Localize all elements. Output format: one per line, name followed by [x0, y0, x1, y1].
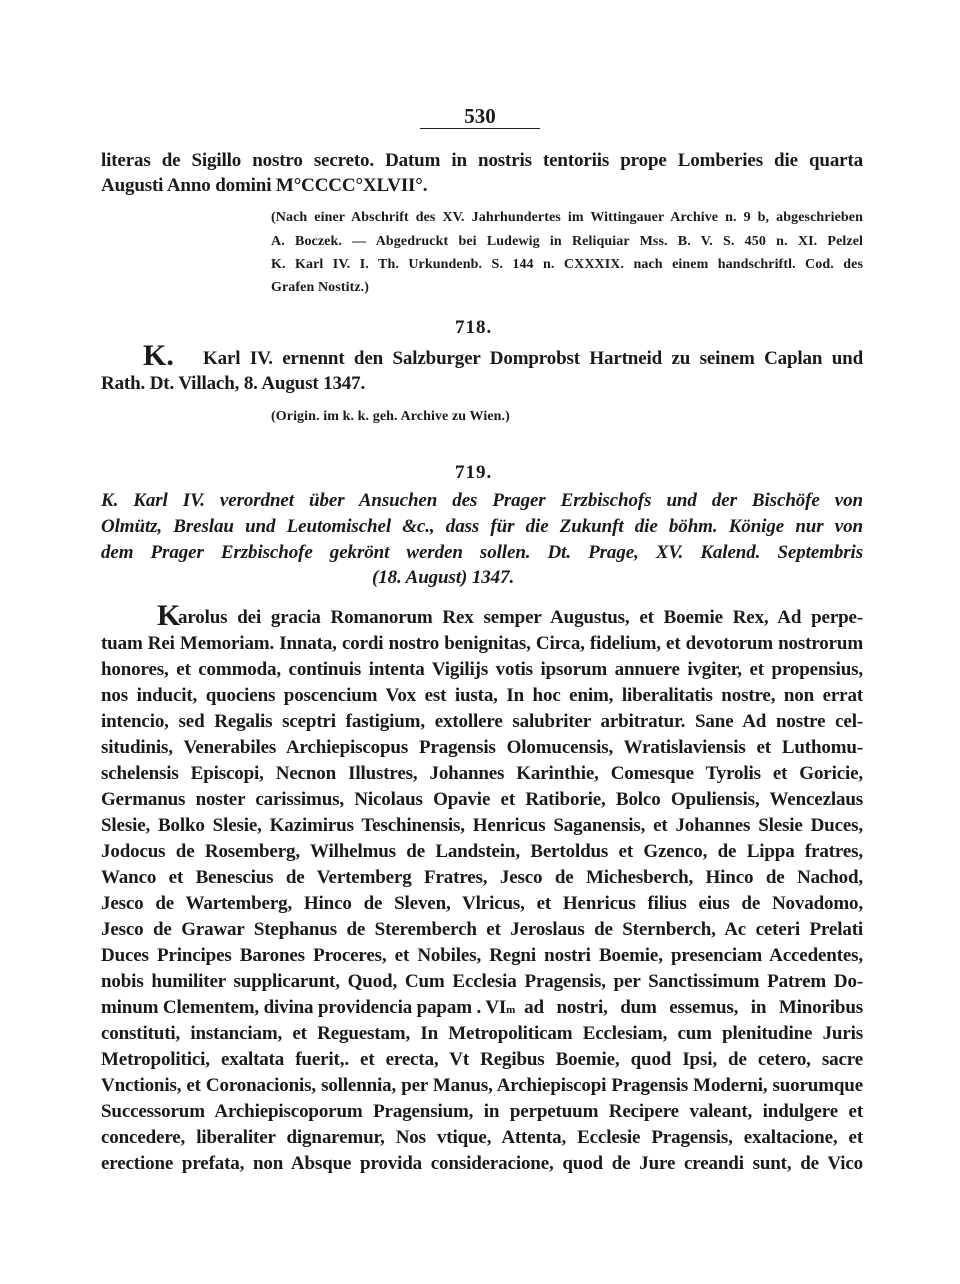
charter-line: Slesie, Bolko Slesie, Kazimirus Teschinensis, Henricus Saganensis, et Johannes Slesie Duces,	[101, 815, 863, 836]
charter-line: Metropolitici, exaltata fuerit,. et erecta, Vt Regibus Boemie, quod Ipsi, de cetero, sacre	[101, 1049, 863, 1070]
regest-initial: K.	[143, 339, 174, 372]
charter-line: arolus dei gracia Romanorum Rex semper Augustus, et Boemie Rex, Ad perpe-	[178, 607, 863, 628]
charter-line-part: ad nostri, dum essemus, in Minoribus	[524, 997, 863, 1018]
regest-line: K. Karl IV. verordnet über Ansuchen des Prager Erzbischofs und der Bischöfe von	[101, 490, 863, 511]
charter-line: tuam Rei Memoriam. Innata, cordi nostro benignitas, Circa, fidelium, et devotorum nostrorum	[101, 633, 863, 654]
charter-line: honores, et commoda, continuis intenta Vigilijs votis ipsorum annuere ivgiter, et propensius,	[101, 659, 863, 680]
regest-line: Rath. Dt. Villach, 8. August 1347.	[101, 373, 366, 394]
charter-line: Duces Principes Barones Proceres, et Nobiles, Regni nostri Boemie, presenciam Accedentes,	[101, 945, 863, 966]
charter-line: Jodocus de Rosemberg, Wilhelmus de Landstein, Bertoldus et Gzenco, de Lippa fratres,	[101, 841, 863, 862]
charter-line: Vnctionis, et Coronacionis, sollennia, per Manus, Archiepiscopi Pragensis Moderni, suorumque	[101, 1075, 863, 1096]
source-note-line: A. Boczek. — Abgedruckt bei Ludewig in Reliquiar Mss. B. V. S. 450 n. XI. Pelzel	[271, 234, 863, 249]
regest-line: dem Prager Erzbischofe gekrönt werden sollen. Dt. Prage, XV. Kalend. Septembris	[101, 542, 863, 563]
charter-line: Jesco de Grawar Stephanus de Steremberch et Jeroslaus de Sternberch, Ac ceteri Prelati	[101, 919, 863, 940]
charter-line: situdinis, Venerabiles Archiepiscopus Pragensis Olomucensis, Wratislaviensis et Luthomu-	[101, 737, 863, 758]
document-number: 719.	[455, 462, 493, 483]
drop-initial: K	[157, 599, 181, 632]
superscript: m	[506, 1004, 516, 1016]
regest-line: Karl IV. ernennt den Salzburger Domprobst Hartneid zu seinem Caplan und	[203, 348, 863, 369]
charter-line: Successorum Archiepiscoporum Pragensium, in perpetuum Recipere valeant, indulgere et	[101, 1101, 863, 1122]
charter-line: Jesco de Wartemberg, Hinco de Sleven, Vlricus, et Henricus filius eius de Novadomo,	[101, 893, 863, 914]
text-line: literas de Sigillo nostro secreto. Datum in nostris tentoriis prope Lomberies die quarta	[101, 150, 863, 171]
source-note-line: Grafen Nostitz.)	[271, 280, 370, 295]
text-line: Augusti Anno domini M°CCCC°XLVII°.	[101, 175, 428, 196]
source-note-line: (Nach einer Abschrift des XV. Jahrhundertes im Wittingauer Archive n. 9 b, abgeschrieben	[271, 210, 863, 225]
charter-line	[101, 997, 863, 1019]
charter-line: constituti, instanciam, et Reguestam, In Metropoliticam Ecclesiam, cum plenitudine Juris	[101, 1023, 863, 1044]
source-note-line: (Origin. im k. k. geh. Archive zu Wien.)	[271, 409, 510, 424]
charter-line: Germanus noster carissimus, Nicolaus Opavie et Ratiborie, Bolco Opuliensis, Wencezlaus	[101, 789, 863, 810]
document-number: 718.	[455, 317, 493, 338]
charter-line: intencio, sed Regalis sceptri fastigium, extollere salubriter arbitratur. Sane Ad nostre cel-	[101, 711, 863, 732]
page-number-rule	[420, 128, 540, 129]
regest-line: Olmütz, Breslau und Leutomischel &c., dass für die Zukunft die böhm. Könige nur von	[101, 516, 863, 537]
charter-line: nos inducit, quociens poscencium Vox est iusta, In hoc enim, liberalitatis nostre, non errat	[101, 685, 863, 706]
charter-line: nobis humiliter supplicarunt, Quod, Cum Ecclesia Pragensis, per Sanctissimum Patrem Do-	[101, 971, 863, 992]
page-number: 530	[464, 104, 496, 128]
charter-line: schelensis Episcopi, Necnon Illustres, Johannes Karinthie, Comesque Tyrolis et Goricie,	[101, 763, 863, 784]
source-note-line: K. Karl IV. I. Th. Urkundenb. S. 144 n. CXXXIX. nach einem handschriftl. Cod. des	[271, 257, 863, 272]
charter-line: erectione prefata, non Absque provida consideracione, quod de Jure creandi sunt, de Vico	[101, 1153, 863, 1174]
charter-line-part: minum Clementem, divina providencia papam . VI	[101, 997, 507, 1018]
regest-line: (18. August) 1347.	[372, 567, 515, 588]
charter-line: Wanco et Benescius de Vertemberg Fratres, Jesco de Michesberch, Hinco de Nachod,	[101, 867, 863, 888]
charter-line: concedere, liberaliter dignaremur, Nos vtique, Attenta, Ecclesie Pragensis, exaltacione, et	[101, 1127, 863, 1148]
